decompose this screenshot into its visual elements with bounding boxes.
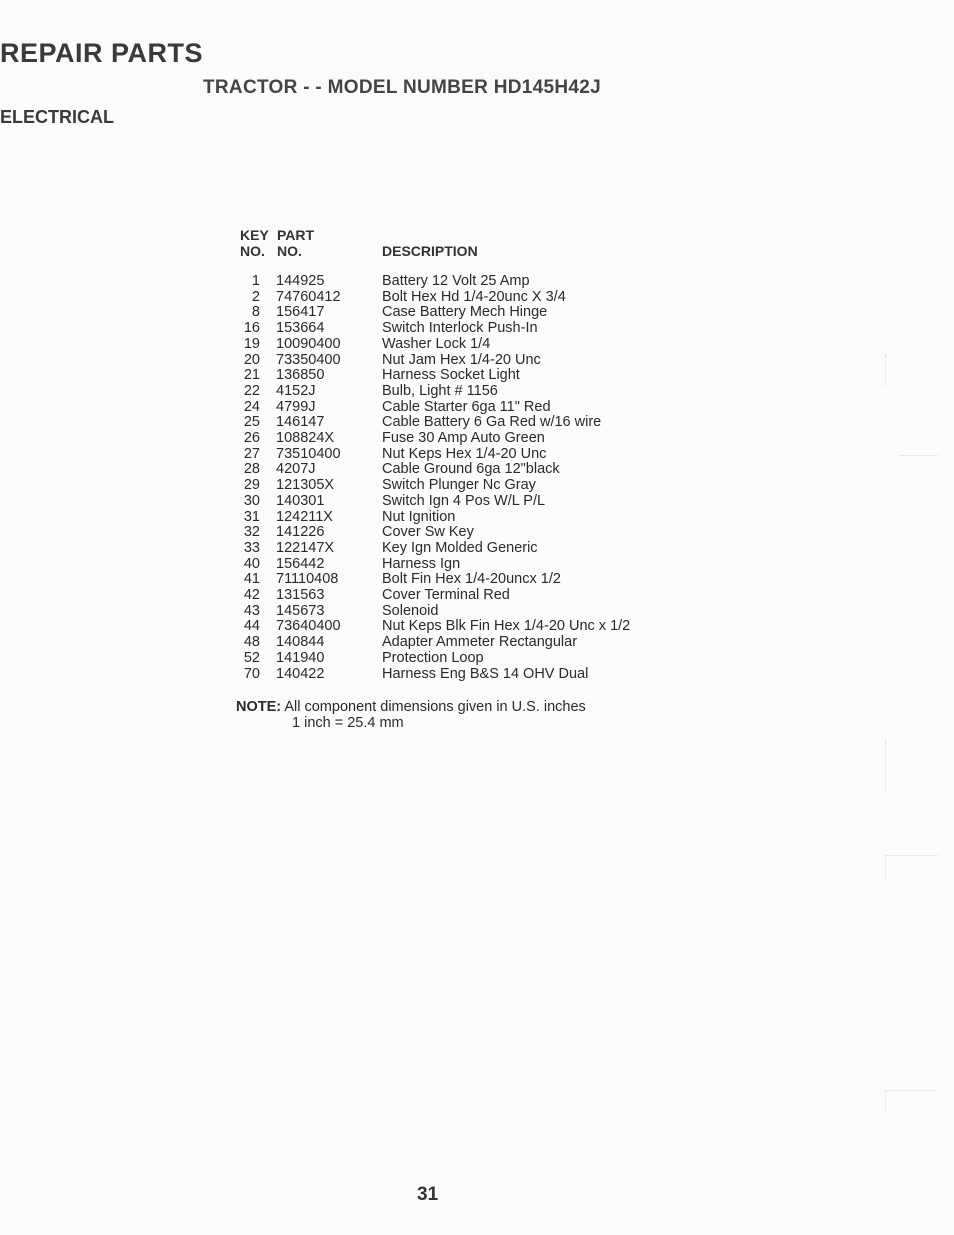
description-cell: Nut Ignition xyxy=(382,508,456,525)
model-subtitle: TRACTOR - - MODEL NUMBER HD145H42J xyxy=(203,77,601,98)
table-row xyxy=(228,619,630,635)
scan-artifact xyxy=(885,855,938,878)
part-no-cell: 131563 xyxy=(276,587,325,604)
table-row xyxy=(228,635,630,651)
part-no-cell: 108824X xyxy=(276,430,335,447)
table-row xyxy=(228,400,630,416)
key-no-cell: 28 xyxy=(243,461,260,478)
key-no-cell: 40 xyxy=(243,555,260,572)
description-cell: Cable Ground 6ga 12"black xyxy=(382,461,560,478)
table-row xyxy=(228,557,630,573)
description-cell: Fuse 30 Amp Auto Green xyxy=(382,430,545,447)
header-key-line2: NO. xyxy=(240,243,265,259)
part-no-cell: 124211X xyxy=(276,508,333,525)
description-cell: Cable Battery 6 Ga Red w/16 wire xyxy=(382,414,602,431)
table-row xyxy=(228,510,630,526)
note-line1: All component dimensions given in U.S. inches xyxy=(284,699,586,715)
header-part-no xyxy=(277,227,314,259)
description-cell: Cover Sw Key xyxy=(382,524,474,541)
section-heading: ELECTRICAL xyxy=(0,107,114,127)
note-label: NOTE: xyxy=(236,699,282,715)
description-cell: Bolt Fin Hex 1/4-20uncx 1/2 xyxy=(382,571,561,588)
header-key-no xyxy=(240,227,269,259)
part-no-cell: 121305X xyxy=(276,477,335,494)
table-row xyxy=(228,353,630,369)
description-cell: Switch Interlock Push-In xyxy=(382,320,538,337)
table-row xyxy=(228,274,630,290)
note xyxy=(236,699,586,715)
table-row xyxy=(228,415,630,431)
key-no-cell: 27 xyxy=(243,445,260,462)
key-no-cell: 41 xyxy=(243,571,260,588)
table-row xyxy=(228,321,630,337)
part-no-cell: 141226 xyxy=(276,524,325,541)
part-no-cell: 74760412 xyxy=(276,288,341,305)
note-line2: 1 inch = 25.4 mm xyxy=(292,715,404,731)
table-row xyxy=(228,494,630,510)
table-row xyxy=(228,572,630,588)
description-cell: Battery 12 Volt 25 Amp xyxy=(382,273,530,289)
description-cell: Adapter Ammeter Rectangular xyxy=(382,634,578,651)
key-no-cell: 42 xyxy=(243,587,260,604)
description-cell: Bolt Hex Hd 1/4-20unc X 3/4 xyxy=(382,288,566,305)
part-no-cell: 141940 xyxy=(276,649,325,666)
description-cell: Nut Keps Hex 1/4-20 Unc xyxy=(382,445,547,462)
scan-artifact xyxy=(885,1090,938,1111)
part-no-cell: 140422 xyxy=(276,665,325,682)
key-no-cell: 26 xyxy=(243,430,260,447)
parts-table xyxy=(228,274,630,682)
header-description: DESCRIPTION xyxy=(382,243,478,259)
scan-artifact xyxy=(885,740,886,790)
key-no-cell: 19 xyxy=(243,335,260,352)
table-row xyxy=(228,384,630,400)
key-no-cell: 32 xyxy=(243,524,260,541)
key-no-cell: 20 xyxy=(243,351,260,368)
part-no-cell: 4799J xyxy=(276,398,316,415)
part-no-cell: 153664 xyxy=(276,320,325,337)
part-no-cell: 4207J xyxy=(276,461,316,478)
header-part-line2: NO. xyxy=(277,243,302,259)
table-row xyxy=(228,478,630,494)
part-no-cell: 145673 xyxy=(276,602,325,619)
description-cell: Key Ign Molded Generic xyxy=(382,539,538,556)
part-no-cell: 73350400 xyxy=(276,351,341,368)
scan-artifact xyxy=(885,355,886,385)
description-cell: Cover Terminal Red xyxy=(382,587,510,604)
description-cell: Protection Loop xyxy=(382,649,484,666)
key-no-cell: 16 xyxy=(243,320,260,337)
table-row xyxy=(228,667,630,683)
key-no-cell: 43 xyxy=(243,602,260,619)
part-no-cell: 122147X xyxy=(276,539,335,556)
part-no-cell: 136850 xyxy=(276,367,325,384)
part-no-cell: 156442 xyxy=(276,555,325,572)
scan-artifact xyxy=(900,455,938,456)
part-no-cell: 140844 xyxy=(276,634,325,651)
description-cell: Nut Jam Hex 1/4-20 Unc xyxy=(382,351,541,368)
key-no-cell: 25 xyxy=(243,414,260,431)
key-no-cell: 22 xyxy=(243,382,260,399)
key-no-cell: 30 xyxy=(243,492,260,509)
description-cell: Harness Eng B&S 14 OHV Dual xyxy=(382,665,589,682)
table-row xyxy=(228,290,630,306)
table-row xyxy=(228,447,630,463)
description-cell: Harness Socket Light xyxy=(382,367,520,384)
description-cell: Bulb, Light # 1156 xyxy=(382,382,498,399)
part-no-cell: 140301 xyxy=(276,492,325,509)
key-no-cell: 33 xyxy=(243,539,260,556)
key-no-cell: 21 xyxy=(243,367,260,384)
header-key-line1: KEY xyxy=(240,227,269,243)
key-no-cell: 24 xyxy=(243,398,260,415)
table-row xyxy=(228,588,630,604)
description-cell: Harness Ign xyxy=(382,555,461,572)
table-row xyxy=(228,541,630,557)
key-no-cell: 44 xyxy=(243,618,260,635)
key-no-cell: 52 xyxy=(243,649,260,666)
part-no-cell: 73640400 xyxy=(276,618,341,635)
description-cell: Switch Ign 4 Pos W/L P/L xyxy=(382,492,546,509)
page-number: 31 xyxy=(417,1184,439,1205)
table-row xyxy=(228,305,630,321)
key-no-cell: 2 xyxy=(251,288,260,305)
key-no-cell: 31 xyxy=(243,508,260,525)
table-row xyxy=(228,337,630,353)
page-title: REPAIR PARTS xyxy=(0,38,204,68)
table-row xyxy=(228,651,630,667)
key-no-cell: 8 xyxy=(251,304,260,321)
part-no-cell: 71110408 xyxy=(276,571,339,588)
description-cell: Solenoid xyxy=(382,602,439,619)
part-no-cell: 10090400 xyxy=(276,335,341,352)
description-cell: Cable Starter 6ga 11" Red xyxy=(382,398,551,415)
key-no-cell: 1 xyxy=(251,273,260,289)
description-cell: Nut Keps Blk Fin Hex 1/4-20 Unc x 1/2 xyxy=(382,618,631,635)
parts-table-body xyxy=(228,274,630,682)
description-cell: Switch Plunger Nc Gray xyxy=(382,477,536,494)
part-no-cell: 144925 xyxy=(276,273,325,289)
description-cell: Washer Lock 1/4 xyxy=(382,335,491,352)
key-no-cell: 29 xyxy=(243,477,260,494)
part-no-cell: 146147 xyxy=(276,414,325,431)
table-row xyxy=(228,431,630,447)
table-row xyxy=(228,368,630,384)
key-no-cell: 70 xyxy=(243,665,260,682)
table-row xyxy=(228,462,630,478)
table-row xyxy=(228,525,630,541)
header-part-line1: PART xyxy=(277,227,315,243)
part-no-cell: 156417 xyxy=(276,304,325,321)
part-no-cell: 4152J xyxy=(276,382,316,399)
part-no-cell: 73510400 xyxy=(276,445,341,462)
table-row xyxy=(228,604,630,620)
description-cell: Case Battery Mech Hinge xyxy=(382,304,548,321)
key-no-cell: 48 xyxy=(243,634,260,651)
